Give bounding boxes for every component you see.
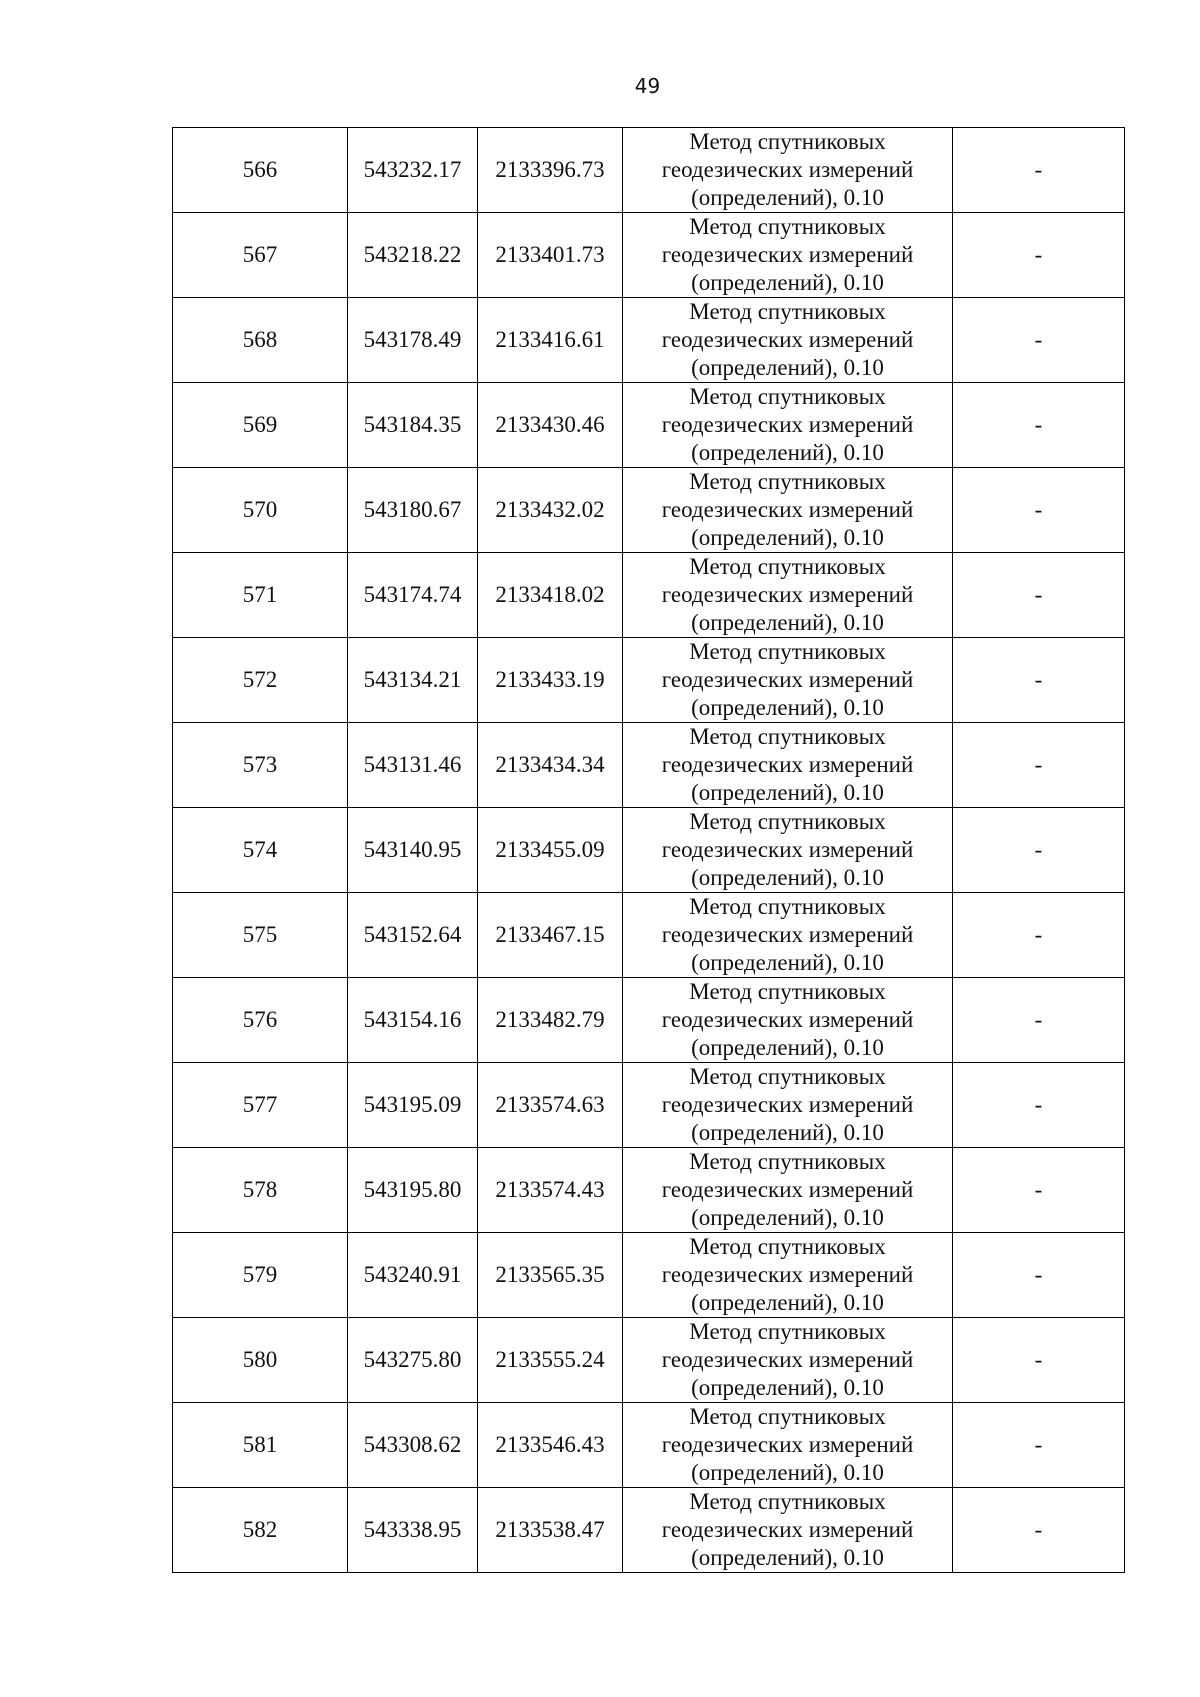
table-row (173, 298, 1125, 383)
point-number-cell: 580 (173, 1318, 348, 1403)
method-line: (определений), 0.10 (691, 1545, 884, 1570)
table-row (173, 1063, 1125, 1148)
point-number-cell: 566 (173, 128, 348, 213)
table-row (173, 383, 1125, 468)
method-cell (623, 1488, 953, 1573)
description-cell: - (953, 468, 1125, 553)
method-line: геодезических измерений (661, 327, 914, 352)
description-cell: - (953, 553, 1125, 638)
method-line: (определений), 0.10 (691, 1120, 884, 1145)
method-line: (определений), 0.10 (691, 440, 884, 465)
x-coordinate-cell: 543195.80 (348, 1148, 478, 1233)
x-coordinate-cell: 543184.35 (348, 383, 478, 468)
point-number-cell: 579 (173, 1233, 348, 1318)
method-line: Метод спутниковых (689, 1149, 886, 1174)
point-number-cell: 574 (173, 808, 348, 893)
method-line: геодезических измерений (661, 1517, 914, 1542)
method-cell (623, 1403, 953, 1488)
method-line: геодезических измерений (661, 1177, 914, 1202)
x-coordinate-cell: 543154.16 (348, 978, 478, 1063)
method-line: Метод спутниковых (689, 554, 886, 579)
description-cell: - (953, 213, 1125, 298)
point-number-cell: 581 (173, 1403, 348, 1488)
method-line: Метод спутниковых (689, 214, 886, 239)
description-cell: - (953, 1063, 1125, 1148)
method-line: Метод спутниковых (689, 1234, 886, 1259)
method-line: Метод спутниковых (689, 894, 886, 919)
method-line: геодезических измерений (661, 1092, 914, 1117)
y-coordinate-cell: 2133574.43 (478, 1148, 623, 1233)
coordinates-table (172, 127, 1125, 1573)
description-cell: - (953, 383, 1125, 468)
method-cell (623, 553, 953, 638)
x-coordinate-cell: 543152.64 (348, 893, 478, 978)
method-line: геодезических измерений (661, 667, 914, 692)
description-cell: - (953, 1318, 1125, 1403)
x-coordinate-cell: 543275.80 (348, 1318, 478, 1403)
x-coordinate-cell: 543134.21 (348, 638, 478, 723)
y-coordinate-cell: 2133538.47 (478, 1488, 623, 1573)
x-coordinate-cell: 543178.49 (348, 298, 478, 383)
x-coordinate-cell: 543195.09 (348, 1063, 478, 1148)
method-line: Метод спутниковых (689, 639, 886, 664)
method-line: Метод спутниковых (689, 1064, 886, 1089)
method-line: (определений), 0.10 (691, 1290, 884, 1315)
table-row (173, 468, 1125, 553)
table-row (173, 808, 1125, 893)
point-number-cell: 567 (173, 213, 348, 298)
method-line: (определений), 0.10 (691, 610, 884, 635)
method-cell (623, 1063, 953, 1148)
point-number-cell: 569 (173, 383, 348, 468)
table-row (173, 978, 1125, 1063)
point-number-cell: 570 (173, 468, 348, 553)
y-coordinate-cell: 2133416.61 (478, 298, 623, 383)
point-number-cell: 571 (173, 553, 348, 638)
description-cell: - (953, 723, 1125, 808)
method-line: Метод спутниковых (689, 469, 886, 494)
table-row (173, 893, 1125, 978)
y-coordinate-cell: 2133430.46 (478, 383, 623, 468)
y-coordinate-cell: 2133418.02 (478, 553, 623, 638)
method-line: Метод спутниковых (689, 299, 886, 324)
x-coordinate-cell: 543232.17 (348, 128, 478, 213)
y-coordinate-cell: 2133455.09 (478, 808, 623, 893)
point-number-cell: 575 (173, 893, 348, 978)
description-cell: - (953, 978, 1125, 1063)
method-line: геодезических измерений (661, 752, 914, 777)
method-line: (определений), 0.10 (691, 270, 884, 295)
point-number-cell: 577 (173, 1063, 348, 1148)
method-cell (623, 298, 953, 383)
y-coordinate-cell: 2133565.35 (478, 1233, 623, 1318)
method-cell (623, 1148, 953, 1233)
y-coordinate-cell: 2133555.24 (478, 1318, 623, 1403)
method-line: (определений), 0.10 (691, 355, 884, 380)
method-line: геодезических измерений (661, 1432, 914, 1457)
method-line: геодезических измерений (661, 1007, 914, 1032)
x-coordinate-cell: 543240.91 (348, 1233, 478, 1318)
point-number-cell: 582 (173, 1488, 348, 1573)
method-cell (623, 1318, 953, 1403)
method-line: (определений), 0.10 (691, 1035, 884, 1060)
method-cell (623, 468, 953, 553)
y-coordinate-cell: 2133467.15 (478, 893, 623, 978)
method-line: геодезических измерений (661, 412, 914, 437)
description-cell: - (953, 128, 1125, 213)
method-line: геодезических измерений (661, 837, 914, 862)
method-line: Метод спутниковых (689, 979, 886, 1004)
method-line: (определений), 0.10 (691, 1460, 884, 1485)
point-number-cell: 572 (173, 638, 348, 723)
table-row (173, 1148, 1125, 1233)
x-coordinate-cell: 543174.74 (348, 553, 478, 638)
description-cell: - (953, 1148, 1125, 1233)
method-cell (623, 128, 953, 213)
point-number-cell: 573 (173, 723, 348, 808)
y-coordinate-cell: 2133401.73 (478, 213, 623, 298)
method-line: Метод спутниковых (689, 724, 886, 749)
table-row (173, 553, 1125, 638)
point-number-cell: 578 (173, 1148, 348, 1233)
method-cell (623, 893, 953, 978)
method-line: геодезических измерений (661, 497, 914, 522)
method-line: Метод спутниковых (689, 1489, 886, 1514)
table-row (173, 723, 1125, 808)
table-row (173, 1233, 1125, 1318)
table-row (173, 638, 1125, 723)
description-cell: - (953, 1403, 1125, 1488)
x-coordinate-cell: 543308.62 (348, 1403, 478, 1488)
table-row (173, 1318, 1125, 1403)
y-coordinate-cell: 2133546.43 (478, 1403, 623, 1488)
method-cell (623, 383, 953, 468)
method-line: (определений), 0.10 (691, 695, 884, 720)
method-line: геодезических измерений (661, 922, 914, 947)
method-cell (623, 808, 953, 893)
table-row (173, 213, 1125, 298)
x-coordinate-cell: 543338.95 (348, 1488, 478, 1573)
page-number: 49 (634, 74, 661, 98)
method-cell (623, 1233, 953, 1318)
method-line: геодезических измерений (661, 157, 914, 182)
point-number-cell: 568 (173, 298, 348, 383)
method-line: (определений), 0.10 (691, 950, 884, 975)
description-cell: - (953, 638, 1125, 723)
method-line: Метод спутниковых (689, 1404, 886, 1429)
description-cell: - (953, 808, 1125, 893)
x-coordinate-cell: 543180.67 (348, 468, 478, 553)
method-line: геодезических измерений (661, 1262, 914, 1287)
method-cell (623, 723, 953, 808)
method-line: геодезических измерений (661, 582, 914, 607)
y-coordinate-cell: 2133482.79 (478, 978, 623, 1063)
method-line: геодезических измерений (661, 1347, 914, 1372)
method-cell (623, 978, 953, 1063)
method-line: Метод спутниковых (689, 384, 886, 409)
description-cell: - (953, 893, 1125, 978)
method-line: (определений), 0.10 (691, 525, 884, 550)
method-line: (определений), 0.10 (691, 1375, 884, 1400)
method-line: (определений), 0.10 (691, 185, 884, 210)
x-coordinate-cell: 543140.95 (348, 808, 478, 893)
y-coordinate-cell: 2133574.63 (478, 1063, 623, 1148)
table-row (173, 1488, 1125, 1573)
method-cell (623, 213, 953, 298)
method-line: (определений), 0.10 (691, 780, 884, 805)
description-cell: - (953, 1233, 1125, 1318)
method-cell (623, 638, 953, 723)
x-coordinate-cell: 543131.46 (348, 723, 478, 808)
method-line: геодезических измерений (661, 242, 914, 267)
method-line: Метод спутниковых (689, 1319, 886, 1344)
x-coordinate-cell: 543218.22 (348, 213, 478, 298)
method-line: (определений), 0.10 (691, 865, 884, 890)
description-cell: - (953, 298, 1125, 383)
y-coordinate-cell: 2133432.02 (478, 468, 623, 553)
coordinates-table-body (173, 128, 1125, 1573)
y-coordinate-cell: 2133396.73 (478, 128, 623, 213)
method-line: Метод спутниковых (689, 809, 886, 834)
table-row (173, 1403, 1125, 1488)
description-cell: - (953, 1488, 1125, 1573)
point-number-cell: 576 (173, 978, 348, 1063)
method-line: (определений), 0.10 (691, 1205, 884, 1230)
table-row (173, 128, 1125, 213)
y-coordinate-cell: 2133434.34 (478, 723, 623, 808)
y-coordinate-cell: 2133433.19 (478, 638, 623, 723)
method-line: Метод спутниковых (689, 129, 886, 154)
